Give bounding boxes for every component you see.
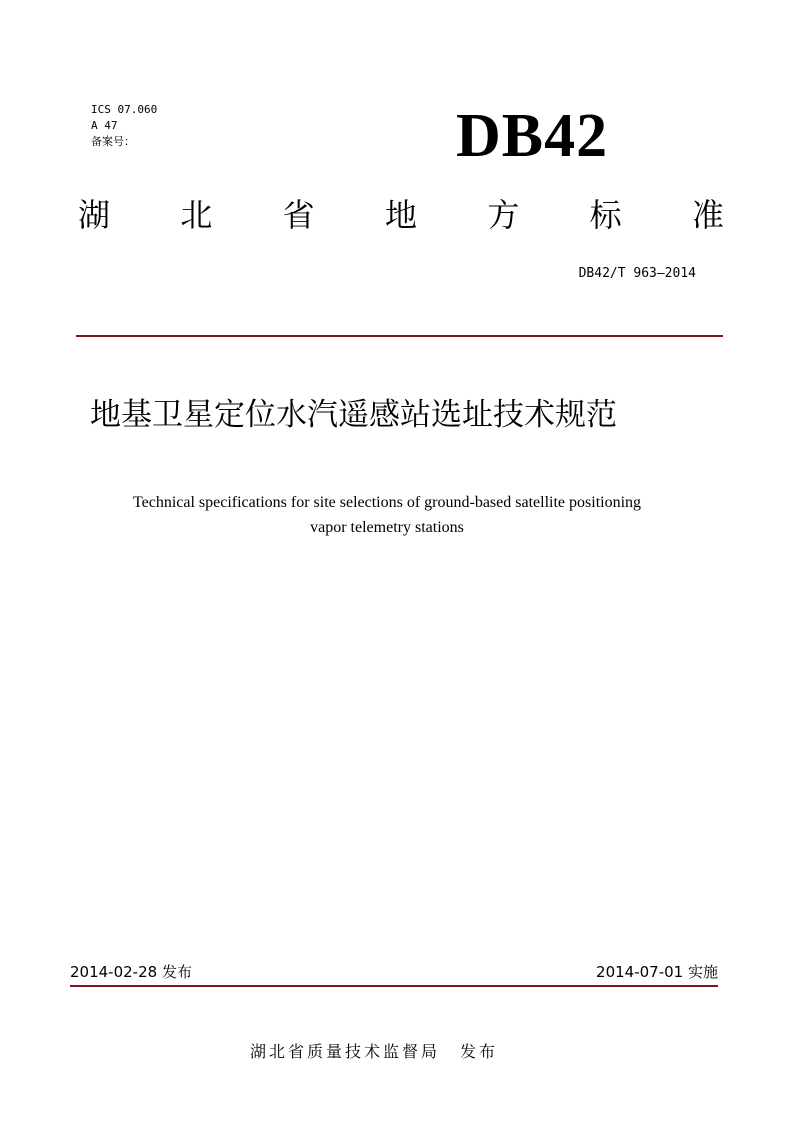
english-title-line: vapor telemetry stations (310, 519, 464, 536)
standard-type-char: 北 (180, 196, 213, 234)
standard-code: DB42/T 963—2014 (578, 266, 696, 281)
standard-type-heading (78, 190, 724, 240)
standard-type-char: 湖 (78, 196, 111, 234)
publish-action: 发布 (460, 1042, 499, 1061)
ics-code: ICS 07.060 (91, 103, 158, 116)
document-metadata (91, 102, 157, 150)
standard-type-char: 方 (487, 196, 520, 234)
chinese-title: 地基卫星定位水汽遥感站选址技术规范 (90, 397, 617, 433)
date-row (70, 961, 718, 983)
issue-date: 2014-02-28 发布 (70, 963, 192, 981)
classification-code: A 47 (91, 119, 118, 132)
footer-divider (70, 985, 718, 987)
implementation-date: 2014-07-01 实施 (596, 963, 718, 981)
standard-type-char: 省 (282, 196, 315, 234)
standard-logo: DB42 (456, 102, 609, 170)
publisher-name: 湖北省质量技术监督局 (250, 1042, 441, 1061)
standard-type-char: 地 (384, 196, 417, 234)
english-title-line: Technical specifications for site selections of ground-based satellite positioning (132, 494, 642, 511)
standard-type-char: 准 (691, 196, 724, 234)
standard-type-char: 标 (589, 196, 622, 234)
publisher-line (250, 1040, 498, 1064)
english-title (60, 490, 714, 540)
header-divider (76, 335, 723, 337)
record-number-label: 备案号： (91, 135, 135, 148)
